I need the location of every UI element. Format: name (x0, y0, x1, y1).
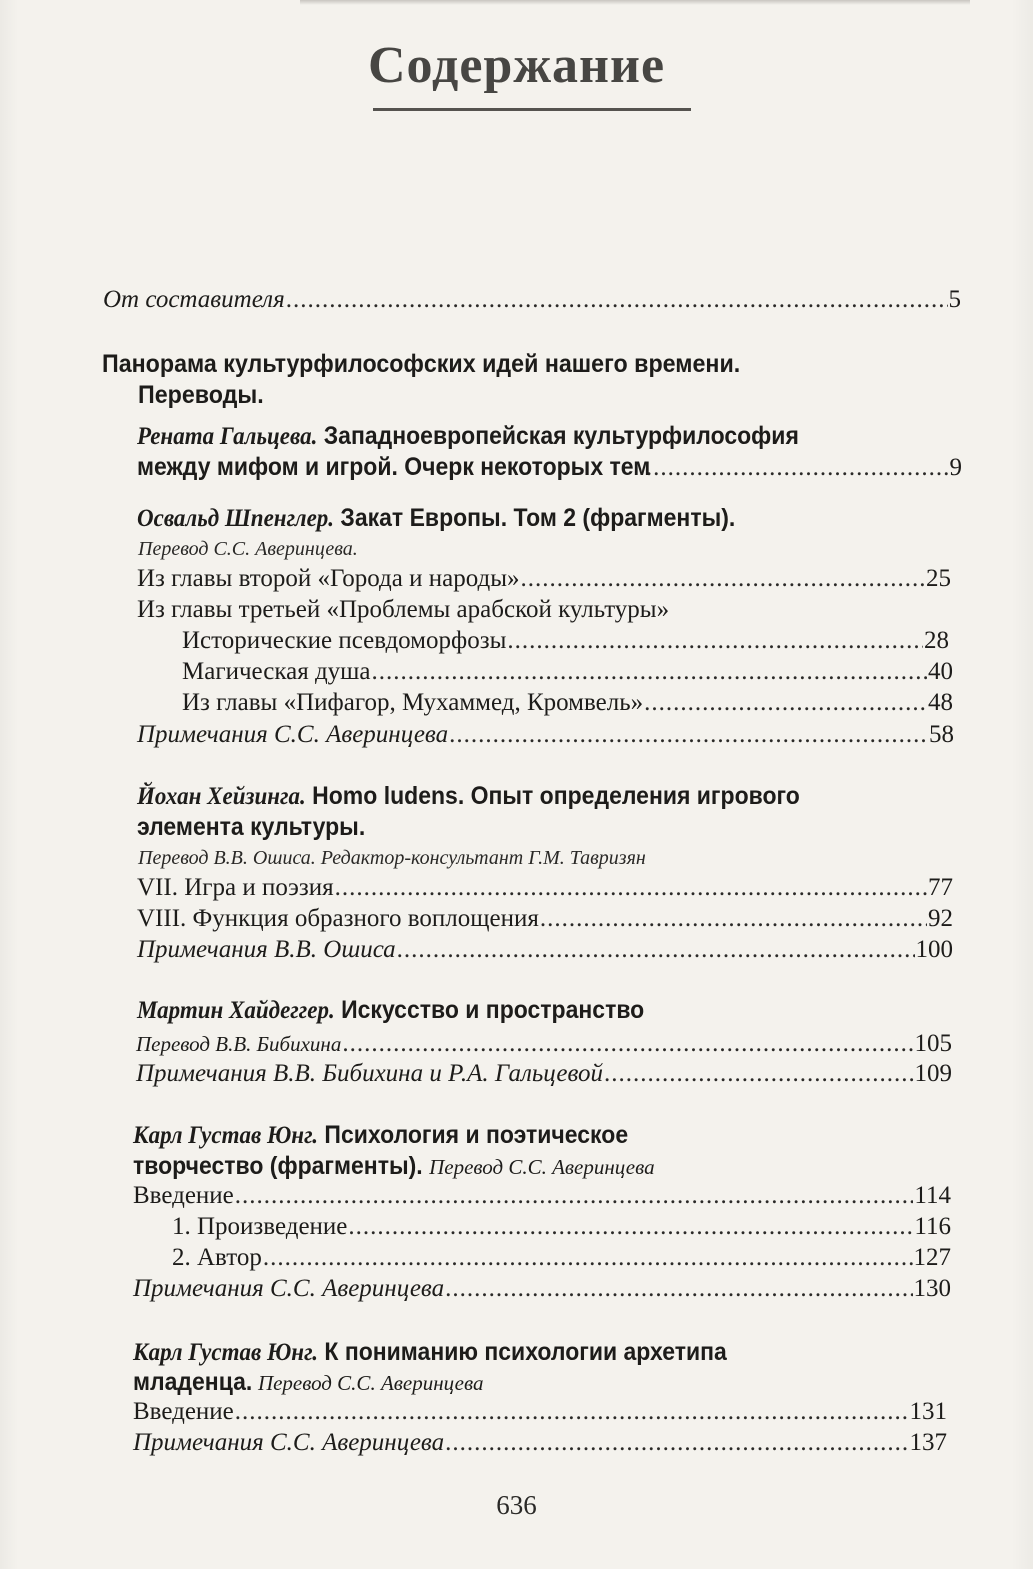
toc-entry-label: Введение (133, 1398, 234, 1425)
toc-entry-spengler-ch2[interactable] (137, 564, 951, 594)
leader-dots (235, 1397, 909, 1427)
toc-entry-spengler-sub2[interactable] (182, 657, 953, 687)
jung2-heading[interactable] (133, 1337, 727, 1368)
toc-entry-huizinga-notes[interactable] (137, 935, 953, 965)
toc-page-number: 48 (928, 689, 953, 716)
toc-entry-jung1-author[interactable] (172, 1243, 951, 1273)
toc-entry-label: Введение (133, 1182, 234, 1209)
toc-entry-front[interactable] (103, 285, 961, 315)
toc-entry-label: Исторические псевдоморфозы (182, 627, 507, 654)
toc-entry-label: VIII. Функция образного воплощения (137, 905, 539, 932)
page-title: Содержание (367, 37, 666, 94)
toc-page-number: 58 (929, 721, 954, 748)
page-number: 636 (496, 1490, 537, 1520)
toc-entry-label: Примечания С.С. Аверинцева (137, 721, 449, 748)
toc-page-number: 131 (909, 1398, 947, 1425)
author-name: Карл Густав Юнг. (133, 1122, 319, 1149)
leader-dots (335, 873, 927, 903)
toc-entry-jung2-intro[interactable] (133, 1397, 947, 1427)
toc-page-number: 105 (914, 1030, 952, 1057)
toc-entry-jung1-notes[interactable] (133, 1274, 951, 1304)
toc-entry-galtseva[interactable] (137, 452, 962, 483)
toc-entry-label: 1. Произведение (172, 1213, 348, 1240)
work-title-continued: младенца. (133, 1368, 253, 1396)
leader-dots (397, 935, 915, 965)
toc-page-number: 92 (928, 905, 953, 932)
huizinga-heading-continued: элемента культуры. (137, 813, 366, 841)
toc-entry-heidegger-notes[interactable] (136, 1059, 952, 1089)
leader-dots (604, 1059, 914, 1089)
toc-entry-label: VII. Игра и поэзия (137, 874, 334, 901)
leader-dots (342, 1029, 913, 1059)
toc-entry-spengler-notes[interactable] (137, 720, 954, 750)
leader-dots (521, 564, 926, 594)
toc-page-number: 77 (928, 874, 953, 901)
toc-page-number: 25 (926, 565, 951, 592)
author-name: Рената Гальцева. (137, 423, 318, 450)
work-title: Западноевропейская культурфилософия (317, 422, 799, 450)
jung1-heading-continued (133, 1151, 655, 1182)
translator-credit: Перевод С.С. Аверинцева. (138, 538, 358, 560)
leader-dots (507, 626, 923, 656)
section-subheading: Переводы. (138, 381, 264, 409)
work-title: Психология и поэтическое (318, 1121, 629, 1149)
jung2-heading-continued (133, 1367, 483, 1398)
toc-entry-heidegger-translator[interactable] (136, 1029, 952, 1059)
toc-entry-jung2-notes[interactable] (133, 1428, 947, 1458)
leader-dots (646, 453, 949, 483)
toc-entry-huizinga-ch7[interactable] (137, 873, 953, 903)
leader-dots (348, 1212, 913, 1242)
spengler-heading[interactable] (137, 503, 735, 534)
translator-credit: Перевод С.С. Аверинцева (423, 1155, 655, 1179)
toc-entry-huizinga-ch8[interactable] (137, 904, 953, 934)
toc-entry-label: Примечания С.С. Аверинцева (133, 1275, 445, 1302)
galtseva-heading[interactable] (137, 421, 799, 452)
author-name: Освальд Шпенглер. (137, 505, 335, 532)
toc-page-number: 127 (913, 1244, 951, 1271)
toc-page-number: 114 (914, 1182, 951, 1209)
toc-page-number: 9 (949, 454, 962, 481)
toc-page-number: 109 (914, 1060, 952, 1087)
toc-entry-jung1-work[interactable] (172, 1212, 951, 1242)
toc-entry-label: 2. Автор (172, 1244, 262, 1271)
toc-page-number: 28 (924, 627, 949, 654)
toc-page-number: 137 (909, 1429, 947, 1456)
toc-entry-jung1-intro[interactable] (133, 1181, 951, 1211)
work-title-continued: творчество (фрагменты). (133, 1152, 423, 1180)
leader-dots (540, 904, 927, 934)
toc-entry-label: От составителя (103, 286, 285, 313)
toc-page-number: 5 (948, 286, 961, 313)
work-title: Искусство и пространство (334, 996, 645, 1024)
translator-credit: Перевод С.С. Аверинцева (252, 1371, 484, 1395)
toc-entry-label: Из главы «Пифагор, Мухаммед, Кромвель» (182, 689, 644, 716)
author-name: Йохан Хейзинга. (137, 783, 306, 810)
toc-page-number: 116 (914, 1213, 951, 1240)
toc-page-number: 40 (928, 658, 953, 685)
leader-dots (263, 1243, 913, 1273)
toc-entry-label: Примечания С.С. Аверинцева (133, 1429, 445, 1456)
toc-entry-label: Примечания В.В. Ошиса (137, 936, 396, 963)
translator-credit: Перевод В.В. Ошиса. Редактор-консультант Г.М. Тавризян (138, 847, 646, 869)
toc-page-number: 130 (913, 1275, 951, 1302)
section-heading: Панорама культурфилософских идей нашего времени. (102, 350, 741, 378)
toc-entry-label: Из главы второй «Города и народы» (137, 565, 520, 592)
page-top-edge (300, 0, 970, 5)
leader-dots (644, 688, 927, 718)
leader-dots (286, 285, 948, 315)
work-title-continued: между мифом и игрой. Очерк некоторых тем (137, 453, 651, 481)
toc-entry-label: Перевод В.В. Бибихина (136, 1032, 342, 1056)
title-underline (373, 108, 691, 111)
work-title: Homo ludens. Опыт определения игрового (305, 782, 800, 810)
toc-entry-label: Примечания В.В. Бибихина и Р.А. Гальцевой (136, 1060, 603, 1087)
toc-page-number: 100 (915, 936, 953, 963)
leader-dots (445, 1274, 912, 1304)
leader-dots (235, 1181, 914, 1211)
toc-entry-label: Магическая душа (182, 658, 371, 685)
toc-entry-spengler-sub1[interactable] (182, 626, 949, 656)
toc-entry-spengler-ch3[interactable]: Из главы третьей «Проблемы арабской культуры» (137, 596, 670, 623)
huizinga-heading[interactable] (137, 781, 800, 812)
work-title: К пониманию психологии архетипа (318, 1338, 727, 1366)
leader-dots (372, 657, 927, 687)
leader-dots (449, 720, 928, 750)
leader-dots (445, 1428, 908, 1458)
work-title: Закат Европы. Том 2 (фрагменты). (334, 504, 736, 532)
toc-entry-spengler-sub3[interactable] (182, 688, 953, 718)
jung1-heading[interactable] (133, 1120, 628, 1151)
heidegger-heading[interactable] (137, 995, 644, 1026)
author-name: Карл Густав Юнг. (133, 1339, 319, 1366)
author-name: Мартин Хайдеггер. (137, 997, 335, 1024)
